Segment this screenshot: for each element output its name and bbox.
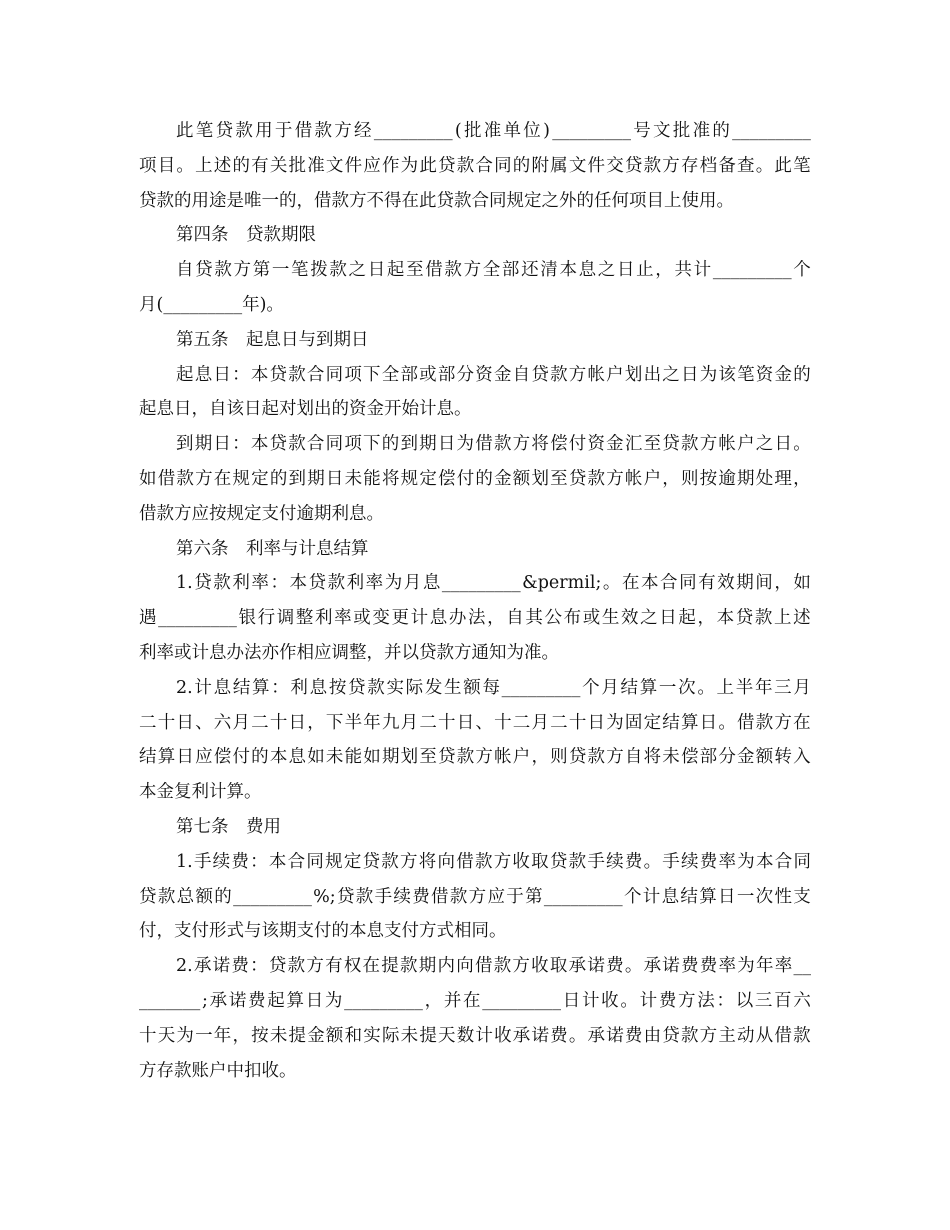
- text-line: _______ ; 承 诺 费 起 算 日 为 _________ ， 并 在 _________ 日 计 收 。 计 费 方 法 ： 以 三 百 六: [139, 990, 811, 1011]
- text-line: 付，支付形式与该期支付的本息支付方式相同。: [139, 921, 507, 942]
- text-line: 第七条 费用: [176, 816, 281, 837]
- text-line: 利率或计息办法亦作相应调整，并以贷款方通知为准。: [139, 642, 559, 663]
- text-line: 月(_________年)。: [139, 294, 284, 315]
- text-line: 第四条 贷款期限: [176, 225, 316, 246]
- text-line: 结 算 日 应 偿 付 的 本 息 如 未 能 如 期 划 至 贷 款 方 帐 户 ， 则 贷 款 方 自 将 未 偿 部 分 金 额 转 入: [139, 747, 811, 768]
- text-line: 贷款的用途是唯一的，借款方不得在此贷款合同规定之外的任何项目上使用。: [139, 190, 734, 211]
- text-line: 1. 贷 款 利 率 ： 本 贷 款 利 率 为 月 息 _________ &permil; 。 在 本 合 同 有 效 期 间 ， 如: [176, 573, 811, 594]
- text-line: 到 期 日 ： 本 贷 款 合 同 项 下 的 到 期 日 为 借 款 方 将 偿 付 资 金 汇 至 贷 款 方 帐 户 之 日 。: [176, 434, 811, 455]
- contract-text-body: [139, 114, 811, 1088]
- text-line: 方存款账户中扣收。: [139, 1060, 297, 1081]
- text-line: 第六条 利率与计息结算: [176, 538, 369, 559]
- text-line: 自 贷 款 方 第 一 笔 拨 款 之 日 起 至 借 款 方 全 部 还 清 本 息 之 日 止 ， 共 计 _________ 个: [176, 260, 811, 281]
- text-line: 如 借 款 方 在 规 定 的 到 期 日 未 能 将 规 定 偿 付 的 金 额 划 至 贷 款 方 帐 户 ， 则 按 逾 期 处 理 ，: [139, 468, 811, 489]
- text-line: 项 目 。 上 述 的 有 关 批 准 文 件 应 作 为 此 贷 款 合 同 的 附 属 文 件 交 贷 款 方 存 档 备 查 。 此 笔: [139, 155, 811, 176]
- text-line: 起息日，自该日起对划出的资金开始计息。: [139, 399, 472, 420]
- text-line: 2. 计 息 结 算 ： 利 息 按 贷 款 实 际 发 生 额 每 _________ 个 月 结 算 一 次 。 上 半 年 三 月: [176, 677, 811, 698]
- text-line: 2. 承 诺 费 ： 贷 款 方 有 权 在 提 款 期 内 向 借 款 方 收 取 承 诺 费 。 承 诺 费 费 率 为 年 率 __: [176, 956, 811, 977]
- text-line: 二 十 日 、 六 月 二 十 日 ， 下 半 年 九 月 二 十 日 、 十 二 月 二 十 日 为 固 定 结 算 日 。 借 款 方 在: [139, 712, 811, 733]
- text-line: 十 天 为 一 年 ， 按 未 提 金 额 和 实 际 未 提 天 数 计 收 承 诺 费 。 承 诺 费 由 贷 款 方 主 动 从 借 款: [139, 1025, 811, 1046]
- text-line: 第五条 起息日与到期日: [176, 329, 369, 350]
- text-line: 此 笔 贷 款 用 于 借 款 方 经 _________ ( 批 准 单 位 ) _________ 号 文 批 准 的 _________: [176, 121, 811, 141]
- text-line: 贷 款 总 额 的 _________ %; 贷 款 手 续 费 借 款 方 应 于 第 _________ 个 计 息 结 算 日 一 次 性 支: [139, 886, 811, 907]
- text-line: 借款方应按规定支付逾期利息。: [139, 503, 384, 524]
- text-line: 遇 _________ 银 行 调 整 利 率 或 变 更 计 息 办 法 ， 自 其 公 布 或 生 效 之 日 起 ， 本 贷 款 上 述: [139, 608, 811, 629]
- text-line: 起 息 日 ： 本 贷 款 合 同 项 下 全 部 或 部 分 资 金 自 贷 款 方 帐 户 划 出 之 日 为 该 笔 资 金 的: [176, 364, 811, 385]
- text-line: 本金复利计算。: [139, 782, 262, 803]
- text-line: 1. 手 续 费 ： 本 合 同 规 定 贷 款 方 将 向 借 款 方 收 取 贷 款 手 续 费 。 手 续 费 率 为 本 合 同: [176, 851, 811, 872]
